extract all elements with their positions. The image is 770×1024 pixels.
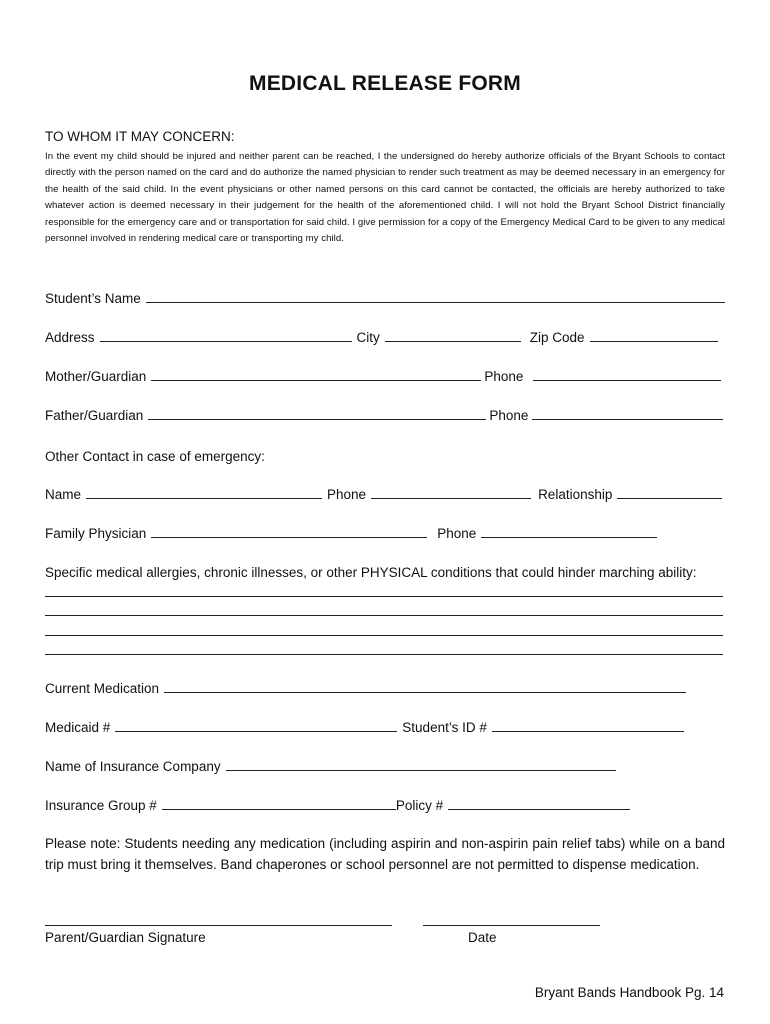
conditions-prompt-label: Specific medical allergies, chronic illnesses, or other PHYSICAL conditions that could hinder marching ability:	[45, 565, 697, 580]
family-physician-field[interactable]	[151, 536, 427, 538]
conditions-line-4[interactable]	[45, 654, 723, 656]
other-contact-heading-row	[45, 444, 725, 464]
contact-name-field[interactable]	[86, 497, 322, 499]
signature-label: Parent/Guardian Signature	[45, 930, 206, 945]
medicaid-field[interactable]	[115, 730, 397, 732]
mother-guardian-field[interactable]	[151, 379, 481, 381]
current-medication-row	[45, 676, 725, 696]
father-guardian-row	[45, 403, 725, 423]
medicaid-label: Medicaid #	[45, 720, 111, 735]
father-phone-label: Phone	[489, 408, 529, 423]
date-label: Date	[468, 930, 497, 945]
father-guardian-label: Father/Guardian	[45, 408, 144, 423]
father-guardian-field[interactable]	[148, 418, 486, 420]
insurance-company-row	[45, 754, 725, 774]
conditions-line-1[interactable]	[45, 596, 723, 598]
family-physician-row	[45, 521, 725, 541]
family-physician-label: Family Physician	[45, 526, 147, 541]
contact-relationship-field[interactable]	[617, 497, 722, 499]
other-contact-heading: Other Contact in case of emergency:	[45, 449, 265, 464]
signature-line[interactable]	[45, 925, 392, 927]
conditions-line-2[interactable]	[45, 615, 723, 617]
contact-phone-label: Phone	[327, 487, 367, 502]
date-line[interactable]	[423, 925, 600, 927]
authorization-paragraph: In the event my child should be injured and neither parent can be reached, I the undersigned do hereby authorize officials of the Bryant Schools to contact directly with the person named on the card and do authorize the named physician to render such treatment as may be deemed necessary in an emergency for the health of the said child. In the event physicians or other named persons on this card cannot be contacted, the officials are hereby authorized to take whatever action is deemed necessary in their judgement for the health of the aforementioned child. I will not hold the Bryant School District financially responsible for the emergency care and or transportation for said child. I give permission for a copy of the Emergency Medical Card to be given to any medical personnel involved in rendering medical care or transporting my child.	[45, 151, 725, 245]
student-id-label: Student’s ID #	[402, 720, 487, 735]
physician-phone-label: Phone	[437, 526, 477, 541]
address-row	[45, 325, 725, 345]
zip-code-label: Zip Code	[529, 330, 585, 345]
city-label: City	[356, 330, 380, 345]
mother-phone-label: Phone	[484, 369, 524, 384]
student-name-field[interactable]	[146, 301, 725, 303]
medication-note: Please note: Students needing any medication (including aspirin and non-aspirin pain relief tabs) while on a band trip must bring it themselves. Band chaperones or school personnel are not permitted to dispense medication.	[45, 836, 725, 872]
city-field[interactable]	[385, 340, 521, 342]
contact-name-label: Name	[45, 487, 82, 502]
conditions-line-3[interactable]	[45, 635, 723, 637]
insurance-group-label: Insurance Group #	[45, 798, 157, 813]
conditions-prompt-row	[45, 560, 725, 580]
form-title: MEDICAL RELEASE FORM	[249, 72, 521, 95]
salutation: TO WHOM IT MAY CONCERN:	[45, 129, 235, 144]
insurance-company-field[interactable]	[226, 769, 616, 771]
current-medication-field[interactable]	[164, 691, 686, 693]
student-name-label: Student’s Name	[45, 291, 141, 306]
current-medication-label: Current Medication	[45, 681, 160, 696]
mother-guardian-label: Mother/Guardian	[45, 369, 147, 384]
student-name-row	[45, 286, 725, 306]
insurance-company-label: Name of Insurance Company	[45, 759, 221, 774]
father-phone-field[interactable]	[532, 418, 723, 420]
insurance-group-field[interactable]	[162, 808, 396, 810]
student-id-field[interactable]	[492, 730, 684, 732]
mother-phone-field[interactable]	[533, 379, 721, 381]
policy-label: Policy #	[395, 798, 444, 813]
physician-phone-field[interactable]	[481, 536, 657, 538]
address-label: Address	[45, 330, 95, 345]
medicaid-row	[45, 715, 725, 735]
emergency-contact-row	[45, 482, 725, 502]
page-footer: Bryant Bands Handbook Pg. 14	[534, 985, 724, 1000]
contact-phone-field[interactable]	[371, 497, 531, 499]
policy-field[interactable]	[448, 808, 630, 810]
mother-guardian-row	[45, 364, 725, 384]
insurance-group-row	[45, 793, 725, 813]
address-field[interactable]	[100, 340, 352, 342]
zip-code-field[interactable]	[590, 340, 718, 342]
contact-relationship-label: Relationship	[538, 487, 613, 502]
